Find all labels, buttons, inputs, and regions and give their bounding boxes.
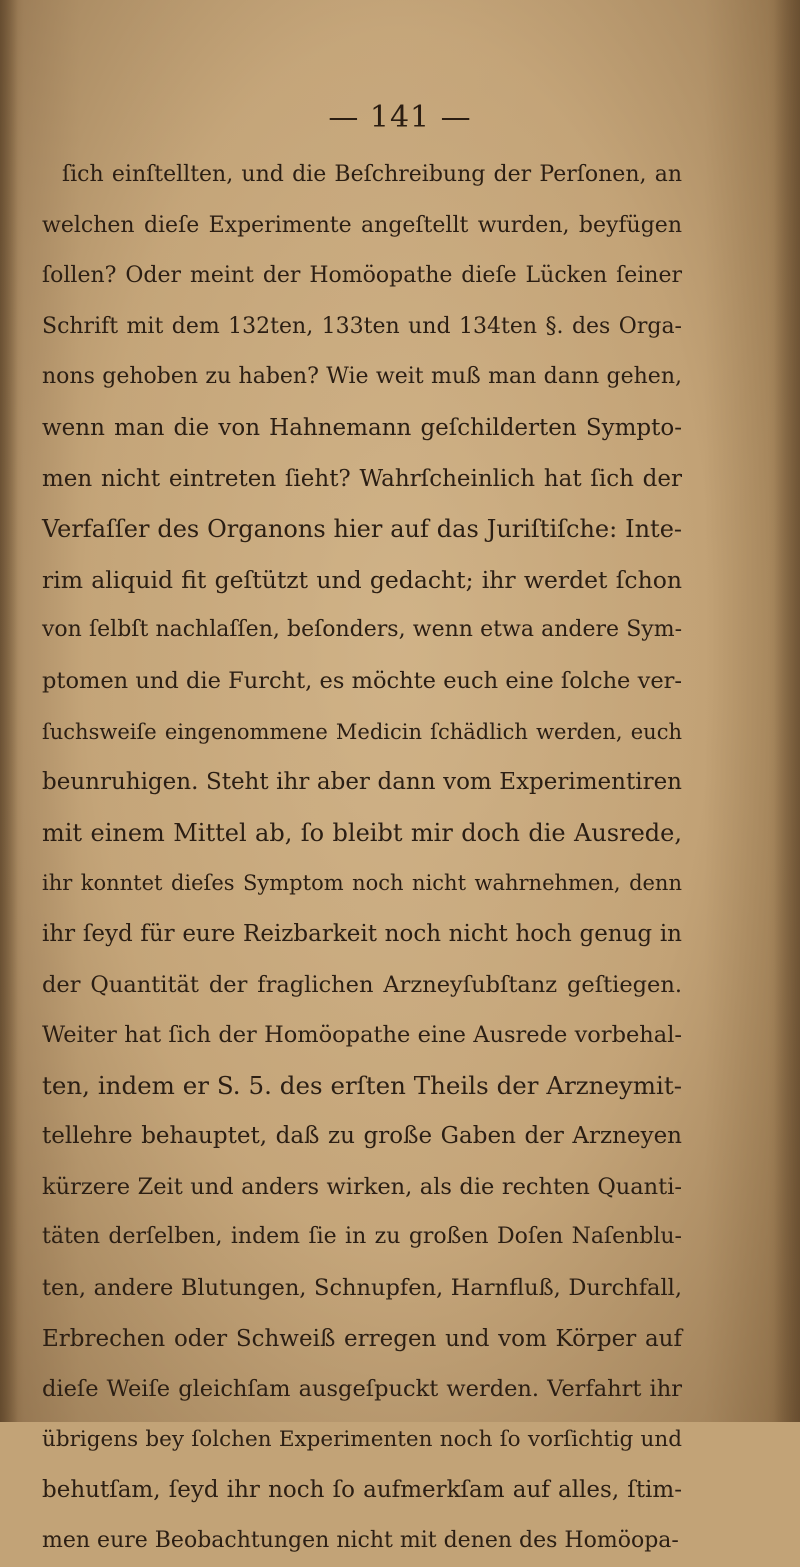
text-line: Verfaſſer des Organons hier auf das Juriſtiſche: Inte-: [42, 515, 682, 544]
text-line: mit einem Mittel ab, ſo bleibt mir doch die Ausrede,: [42, 818, 682, 847]
text-line: wenn man die von Hahnemann geſchilderten Sympto-: [42, 414, 682, 441]
text-line: men nicht eintreten ſieht? Wahrſcheinlich hat ſich der: [42, 465, 682, 492]
text-line: Erbrechen oder Schweiß erregen und vom Körper auf: [42, 1325, 682, 1352]
text-line: beunruhigen. Steht ihr aber dann vom Experimentiren: [42, 769, 682, 796]
text-line: Weiter hat ſich der Homöopathe eine Ausrede vorbehal-: [42, 1022, 682, 1049]
text-line: ptomen und die Furcht, es möchte euch eine ſolche ver-: [42, 667, 682, 694]
text-line: men eure Beobachtungen nicht mit denen des Homöopa-: [42, 1528, 679, 1554]
page-number-header: — 141 —: [328, 100, 472, 135]
text-line: ihr konntet dieſes Symptom noch nicht wahrnehmen, denn: [42, 871, 682, 896]
text-line: welchen dieſe Experimente angeſtellt wurden, beyfügen: [42, 212, 682, 238]
text-line: der Quantität der fraglichen Arzneyſubſtanz geſtiegen.: [42, 971, 682, 998]
text-line: ten, indem er S. 5. des erſten Theils der Arzneymit-: [42, 1070, 682, 1100]
text-line: von ſelbſt nachlaſſen, beſonders, wenn etwa andere Sym-: [42, 617, 682, 643]
text-line: nons gehoben zu haben? Wie weit muß man dann gehen,: [42, 364, 682, 390]
text-line: übrigens bey ſolchen Experimenten noch ſo vorſichtig und: [42, 1426, 682, 1452]
text-line: ten, andere Blutungen, Schnupfen, Harnfluß, Durchfall,: [42, 1275, 682, 1302]
body-text: [42, 150, 682, 1567]
text-line: Schrift mit dem 132ten, 133ten und 134ten §. des Orga-: [42, 313, 682, 339]
text-line: kürzere Zeit und anders wirken, als die rechten Quanti-: [42, 1173, 682, 1200]
text-line: täten derſelben, indem ſie in zu großen Doſen Naſenblu-: [42, 1224, 682, 1250]
text-line: dieſe Weiſe gleichſam ausgeſpuckt werden. Verfahrt ihr: [42, 1376, 682, 1403]
text-line: tellehre behauptet, daß zu große Gaben der Arzneyen: [42, 1123, 682, 1150]
page-right-shadow: [774, 0, 800, 1422]
page-left-shadow: [0, 0, 18, 1422]
text-line: ſollen? Oder meint der Homöopathe dieſe Lücken ſeiner: [42, 263, 682, 289]
text-line: ihr ſeyd für eure Reizbarkeit noch nicht hoch genug in: [42, 920, 682, 947]
text-line: rim aliquid fit geſtützt und gedacht; ihr werdet ſchon: [42, 565, 682, 594]
text-line: behutſam, ſeyd ihr noch ſo aufmerkſam auf alles, ſtim-: [42, 1477, 682, 1504]
text-line: ſuchsweiſe eingenommene Medicin ſchädlich werden, euch: [42, 719, 682, 744]
text-line: ſich einſtellten, und die Beſchreibung der Perſonen, an: [62, 162, 682, 187]
